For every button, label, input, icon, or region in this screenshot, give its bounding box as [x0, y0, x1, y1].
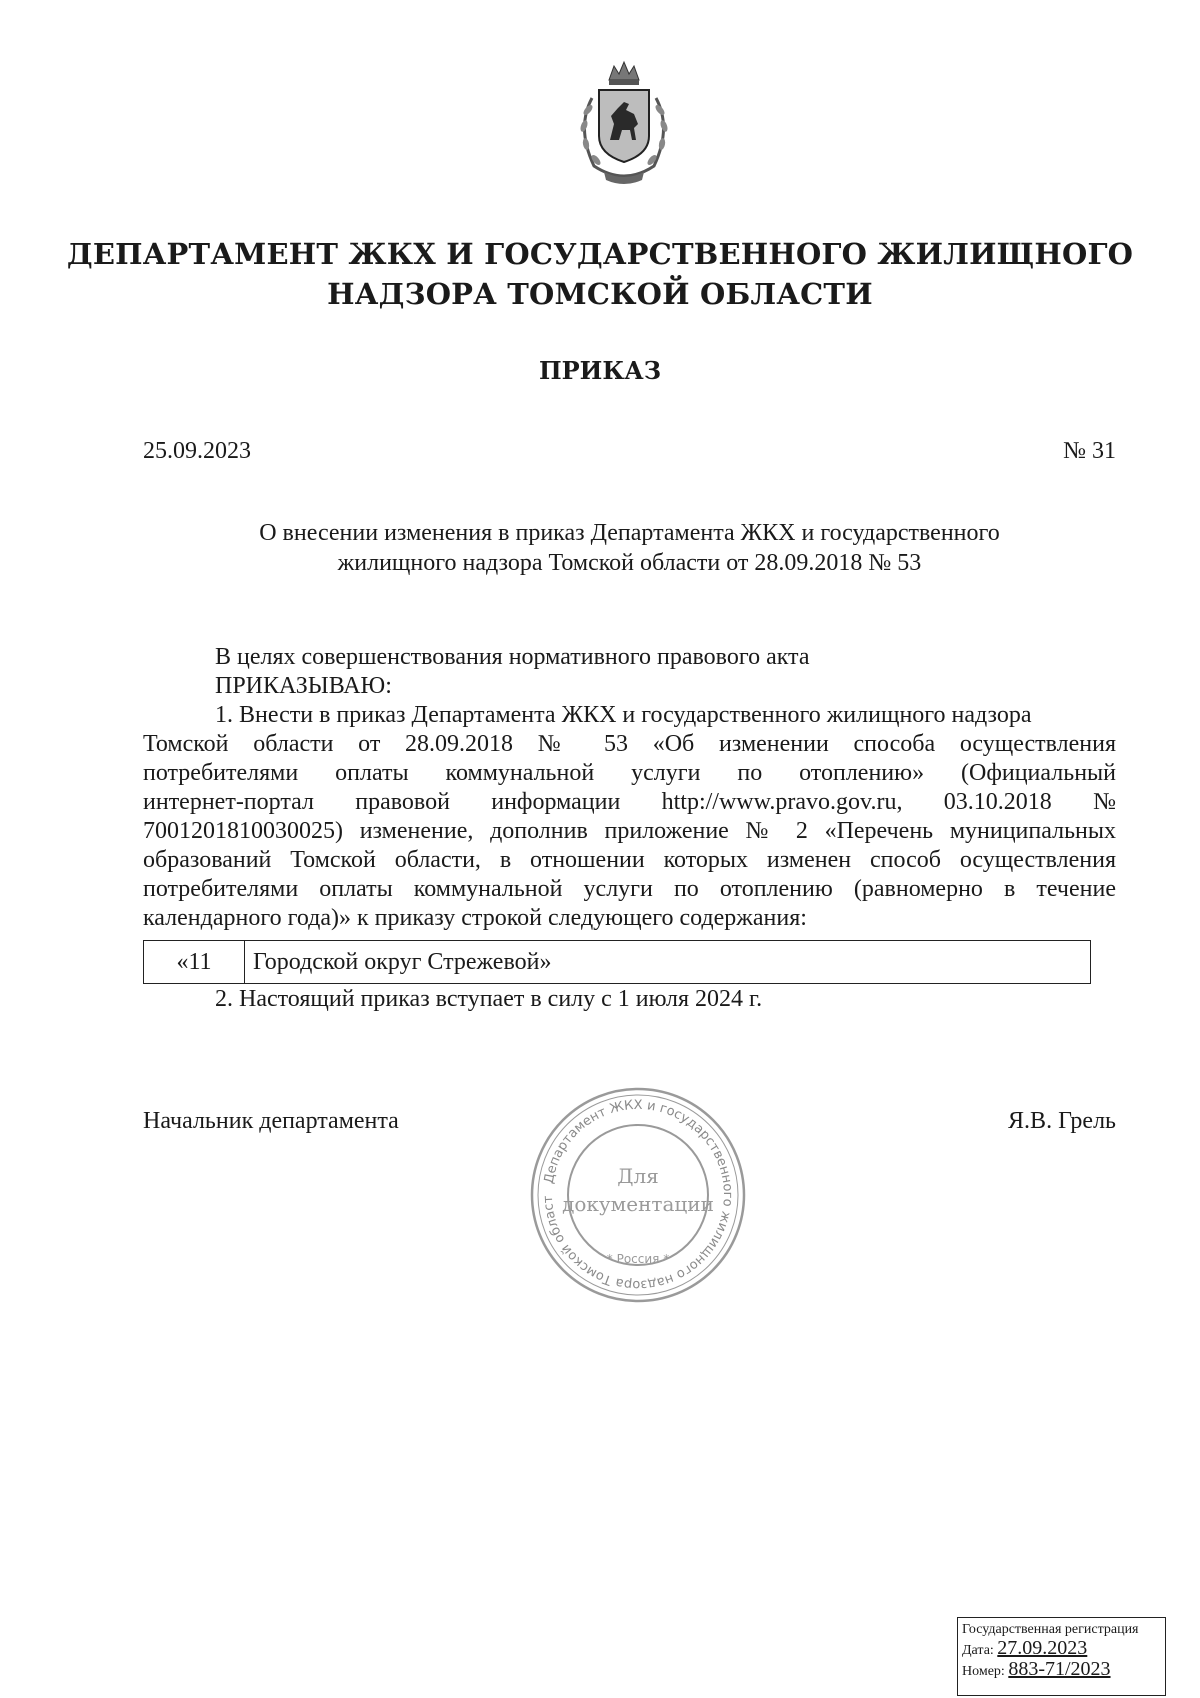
signer-name: Я.В. Грель	[1008, 1108, 1116, 1134]
official-seal-stamp	[528, 1085, 748, 1305]
item1-line: 1. Внести в приказ Департамента ЖКХ и государственного жилищного надзора	[215, 702, 1032, 728]
registration-number-label: Номер:	[962, 1664, 1005, 1679]
svg-text:Для: Для	[617, 1164, 659, 1188]
item1-paragraph	[143, 701, 1116, 933]
item1-line: календарного года)» к приказу строкой следующего содержания:	[143, 905, 807, 931]
state-registration-box	[957, 1617, 1166, 1696]
registration-date-value: 27.09.2023	[997, 1637, 1088, 1659]
inserted-row-table	[143, 940, 1091, 984]
preamble: В целях совершенствования нормативного правового акта	[215, 644, 810, 670]
order-number: № 31	[1063, 438, 1116, 464]
seal-icon	[528, 1085, 748, 1305]
order-word: ПРИКАЗЫВАЮ:	[215, 673, 392, 699]
item1-line: интернет-портал правовой информации http://www.pravo.gov.ru, 03.10.2018 №	[143, 789, 1116, 815]
item2: 2. Настоящий приказ вступает в силу с 1 июля 2024 г.	[215, 986, 763, 1012]
registration-date-label: Дата:	[962, 1643, 994, 1658]
item1-line: 7001201810030025) изменение, дополнив приложение № 2 «Перечень муниципальных	[143, 818, 1116, 844]
item1-line: потребителями оплаты коммунальной услуги по отоплению (равномерно в течение	[143, 876, 1116, 902]
row-number-cell: «11	[144, 941, 245, 984]
svg-text:* Россия *: * Россия *	[606, 1252, 670, 1266]
department-title-line1: ДЕПАРТАМЕНТ ЖКХ И ГОСУДАРСТВЕННОГО ЖИЛИЩНОГО	[66, 237, 1134, 271]
item1-line: потребителями оплаты коммунальной услуги по отоплению» (Официальный	[143, 760, 1116, 786]
tomsk-region-coat-of-arms-icon	[564, 58, 684, 188]
subject-line1: О внесении изменения в приказ Департамента ЖКХ и государственного	[259, 520, 1000, 546]
table-row	[144, 941, 1091, 984]
document-type-title: ПРИКАЗ	[538, 356, 662, 385]
item1-line: Томской области от 28.09.2018 № 53 «Об изменении способа осуществления	[143, 731, 1116, 757]
seal-ring-text: Департамент ЖКХ и государственного жилищного надзора Томской област	[540, 1097, 736, 1293]
registration-title: Государственная регистрация	[962, 1622, 1139, 1637]
signer-position: Начальник департамента	[143, 1108, 399, 1134]
item1-line: образований Томской области, в отношении которых изменен способ осуществления	[143, 847, 1116, 873]
coat-of-arms-emblem	[564, 58, 684, 188]
department-title-line2: НАДЗОРА ТОМСКОЙ ОБЛАСТИ	[327, 277, 873, 311]
municipality-name-cell: Городской округ Стрежевой»	[245, 941, 1091, 984]
order-date: 25.09.2023	[143, 438, 251, 464]
registration-number-value: 883-71/2023	[1008, 1658, 1111, 1680]
subject-line2: жилищного надзора Томской области от 28.09.2018 № 53	[337, 550, 922, 576]
svg-text:документации: документации	[562, 1192, 714, 1216]
